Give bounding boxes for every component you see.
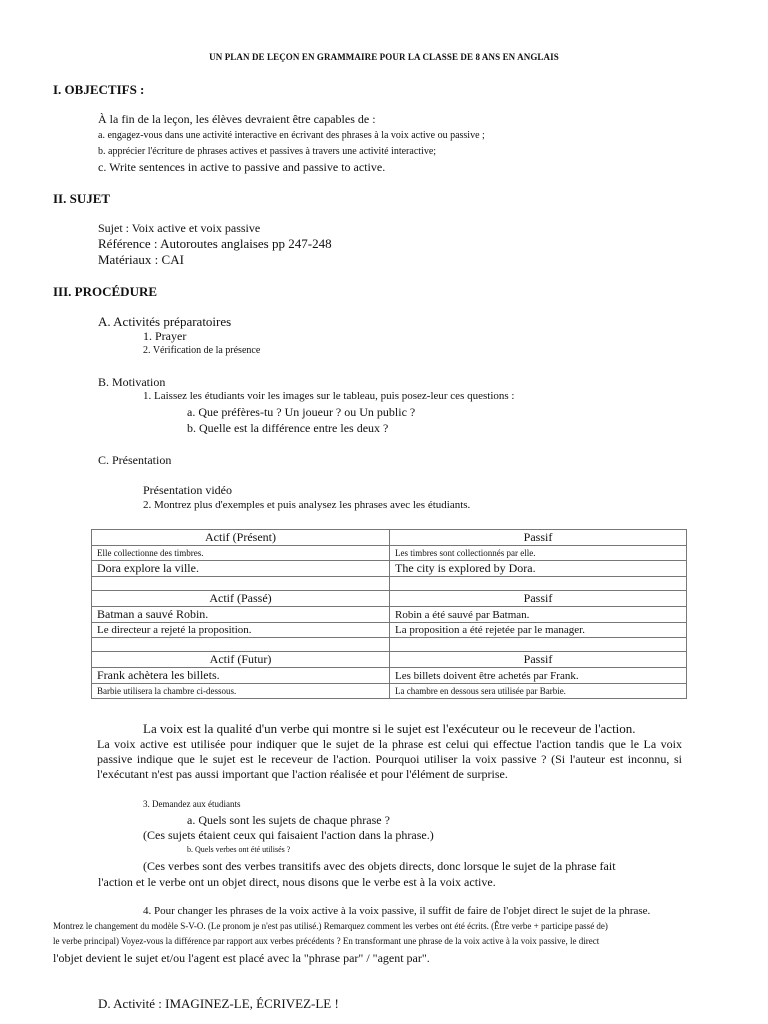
reference-line: Référence : Autoroutes anglaises pp 247-248: [98, 236, 332, 251]
motivation-question: a. Que préfères-tu ? Un joueur ? ou Un public ?: [187, 405, 416, 419]
subject-heading: II. SUJET: [53, 191, 111, 206]
column-header: Actif (Passé): [92, 591, 390, 607]
objectives-intro: À la fin de la leçon, les élèves devraient être capables de :: [98, 112, 376, 126]
step4-line: l'objet devient le sujet et/ou l'agent est placé avec la "phrase par" / "agent par".: [53, 951, 430, 965]
table-cell: [92, 577, 390, 591]
explanation-first-line: La voix est la qualité d'un verbe qui montre si le sujet est l'exécuteur ou le receveur de l'action.: [143, 721, 636, 736]
column-header: Passif: [390, 591, 687, 607]
table-cell: [390, 577, 687, 591]
column-header: Passif: [390, 652, 687, 668]
column-header: Actif (Présent): [92, 530, 390, 546]
section-c-title: C. Présentation: [98, 453, 172, 467]
objective-item: a. engagez-vous dans une activité interactive en écrivant des phrases à la voix active ou passive ;: [98, 130, 485, 141]
table-cell: Les billets doivent être achetés par Frank.: [390, 668, 687, 684]
table-cell: Les timbres sont collectionnés par elle.: [390, 546, 687, 561]
step3-question-b: b. Quels verbes ont été utilisés ?: [187, 845, 291, 854]
table-cell: Elle collectionne des timbres.: [92, 546, 390, 561]
section-c-item: 2. Montrez plus d'exemples et puis analysez les phrases avec les étudiants.: [143, 499, 471, 511]
objective-item: b. apprécier l'écriture de phrases actives et passives à travers une activité interactive;: [98, 146, 437, 157]
step3-answer-b: (Ces verbes sont des verbes transitifs avec des objets directs, donc lorsque le sujet de la phrase fait: [143, 859, 616, 873]
table-spacer-row: [92, 638, 687, 652]
table-spacer-row: [92, 577, 687, 591]
table-cell: [92, 638, 390, 652]
subject-line: Sujet : Voix active et voix passive: [98, 221, 261, 235]
step4-line: Montrez le changement du modèle S-V-O. (Le pronom je n'est pas utilisé.) Remarquez comment les verbes ont été écrits. (Être verbe + participe passé de): [53, 921, 608, 931]
table-cell: Robin a été sauvé par Batman.: [390, 607, 687, 623]
document-title: UN PLAN DE LEÇON EN GRAMMAIRE POUR LA CLASSE DE 8 ANS EN ANGLAIS: [209, 52, 559, 62]
table-row: [92, 623, 687, 638]
objectives-heading: I. OBJECTIFS :: [53, 82, 145, 97]
table-header-row: [92, 652, 687, 668]
table-cell: The city is explored by Dora.: [390, 561, 687, 577]
step3-question-a: a. Quels sont les sujets de chaque phrase ?: [187, 813, 390, 827]
video-presentation: Présentation vidéo: [143, 483, 232, 497]
section-a-item: 2. Vérification de la présence: [143, 345, 261, 356]
table-cell: Dora explore la ville.: [92, 561, 390, 577]
table-cell: Le directeur a rejeté la proposition.: [92, 623, 390, 638]
voice-table: [91, 529, 687, 699]
column-header: Actif (Futur): [92, 652, 390, 668]
step3-title: 3. Demandez aux étudiants: [143, 799, 241, 809]
step3-answer-b-cont: l'action et le verbe ont un objet direct, nous disons que le verbe est à la voix active.: [98, 875, 496, 889]
table-cell: Barbie utilisera la chambre ci-dessous.: [92, 684, 390, 699]
explanation-paragraph: La voix active est utilisée pour indiquer que le sujet de la phrase est celui qui effectue l'action tandis que le La voix passive indique que le sujet est le receveur de l'action. Pourquoi utiliser la voix passive ? (Si l'auteur est inconnu, si l'exécutant n'est pas aussi important que l'action réalisée et pour l'élément de surprise.: [97, 737, 682, 781]
table-cell: La chambre en dessous sera utilisée par Barbie.: [390, 684, 687, 699]
table-header-row: [92, 591, 687, 607]
step3-answer-a: (Ces sujets étaient ceux qui faisaient l'action dans la phrase.): [143, 828, 434, 842]
procedure-heading: III. PROCÉDURE: [53, 284, 158, 299]
column-header: Passif: [390, 530, 687, 546]
table-cell: La proposition a été rejetée par le manager.: [390, 623, 687, 638]
table-row: [92, 607, 687, 623]
table-row: [92, 546, 687, 561]
table-row: [92, 561, 687, 577]
motivation-question: b. Quelle est la différence entre les deux ?: [187, 421, 389, 435]
step4-line: le verbe principal) Voyez-vous la différence par rapport aux verbes précédents ? En transformant une phrase de la voix active à la voix passive, le direct: [53, 936, 600, 946]
materials-line: Matériaux : CAI: [98, 252, 184, 267]
section-a-title: A. Activités préparatoires: [98, 314, 232, 329]
objective-item: c. Write sentences in active to passive and passive to active.: [98, 160, 386, 174]
table-cell: Frank achètera les billets.: [92, 668, 390, 684]
table-header-row: [92, 530, 687, 546]
section-b-item: 1. Laissez les étudiants voir les images sur le tableau, puis posez-leur ces questions :: [143, 390, 515, 402]
table-row: [92, 684, 687, 699]
table-row: [92, 668, 687, 684]
section-b-title: B. Motivation: [98, 375, 166, 389]
section-a-item: 1. Prayer: [143, 329, 187, 343]
table-cell: [390, 638, 687, 652]
step4-line: 4. Pour changer les phrases de la voix active à la voix passive, il suffit de faire de l'objet direct le sujet de la phrase.: [143, 905, 651, 917]
table-cell: Batman a sauvé Robin.: [92, 607, 390, 623]
activity-title: D. Activité : IMAGINEZ-LE, ÉCRIVEZ-LE !: [98, 996, 339, 1011]
